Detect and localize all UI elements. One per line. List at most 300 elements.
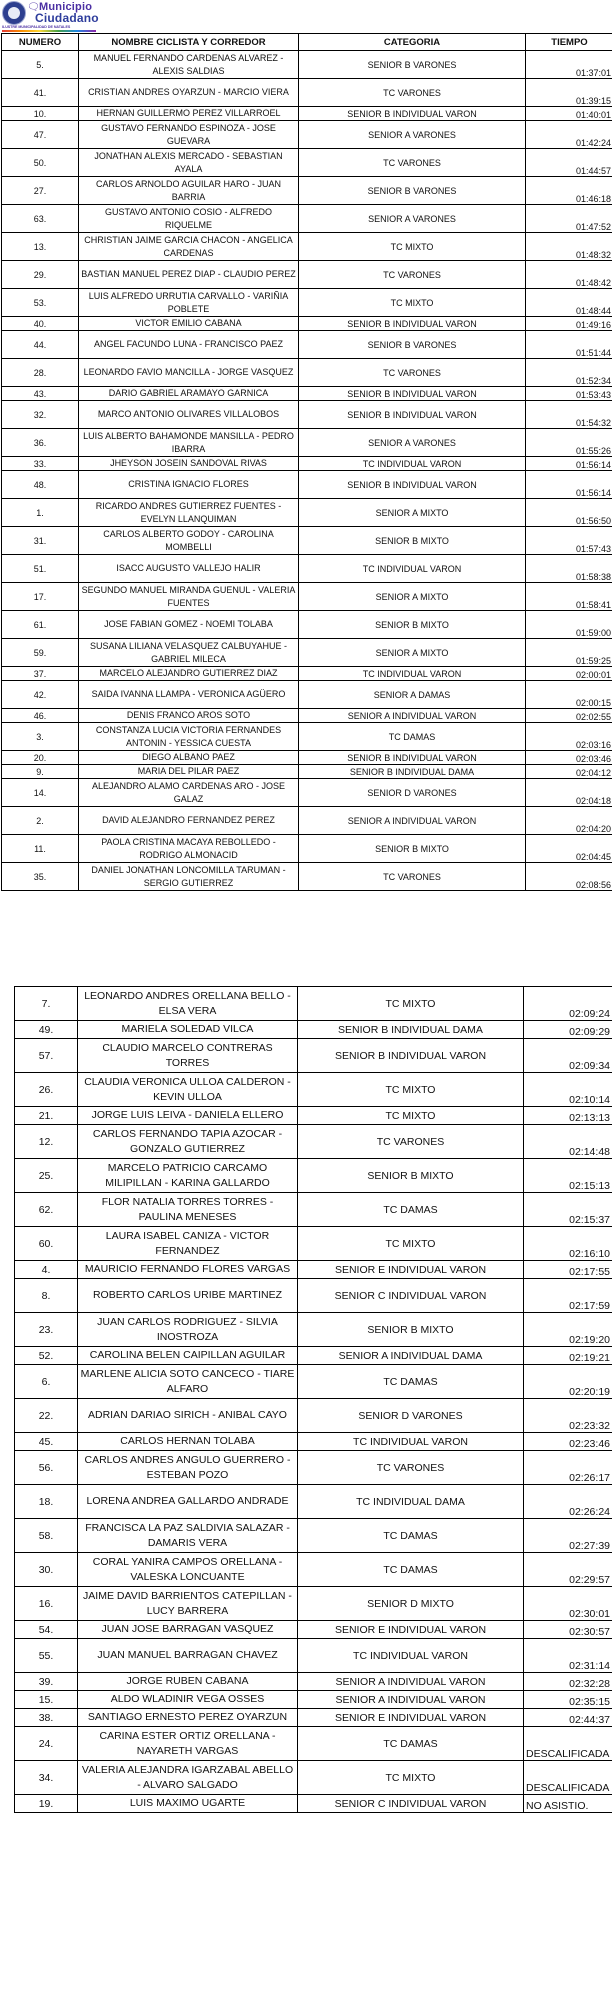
cell-nombre: CARLOS ARNOLDO AGUILAR HARO - JUAN BARRIA [79,177,299,205]
cell-nombre: FLOR NATALIA TORRES TORRES - PAULINA MENESES [78,1193,298,1227]
cell-tiempo: 02:20:19 [524,1365,612,1399]
cell-nombre: CORAL YANIRA CAMPOS ORELLANA - VALESKA LONCUANTE [78,1553,298,1587]
cell-tiempo: 02:23:32 [524,1399,612,1433]
cell-nombre: CARINA ESTER ORTIZ ORELLANA - NAYARETH VARGAS [78,1727,298,1761]
cell-numero: 7. [15,987,78,1021]
cell-tiempo: 01:52:34 [526,359,612,387]
cell-tiempo: 01:48:42 [526,261,612,289]
table-row [2,331,612,359]
cell-tiempo: 01:48:44 [526,289,612,317]
cell-tiempo: 02:03:16 [526,723,612,751]
cell-numero: 1. [2,499,79,527]
cell-numero: 55. [15,1639,78,1673]
cell-numero: 50. [2,149,79,177]
cell-numero: 12. [15,1125,78,1159]
table-row [2,723,612,751]
cell-categoria: SENIOR A MIXTO [299,639,526,667]
cell-tiempo: 01:39:15 [526,79,612,107]
cell-numero: 47. [2,121,79,149]
table-row [15,1587,612,1621]
cell-numero: 15. [15,1691,78,1709]
cell-tiempo: 02:13:13 [524,1107,612,1125]
table-row [15,1039,612,1073]
cell-tiempo: 01:46:18 [526,177,612,205]
table-row [15,1261,612,1279]
cell-numero: 20. [2,751,79,765]
cell-tiempo: 02:15:13 [524,1159,612,1193]
cell-numero: 42. [2,681,79,709]
cell-numero: 58. [15,1519,78,1553]
cell-categoria: TC DAMAS [298,1727,524,1761]
cell-numero: 30. [15,1553,78,1587]
table-row [15,1073,612,1107]
cell-numero: 24. [15,1727,78,1761]
table-row [2,555,612,583]
cell-numero: 22. [15,1399,78,1433]
cell-categoria: TC INDIVIDUAL VARON [299,555,526,583]
cell-categoria: TC DAMAS [299,723,526,751]
cell-nombre: DENIS FRANCO AROS SOTO [79,709,299,723]
cell-numero: 29. [2,261,79,289]
cell-categoria: TC MIXTO [298,987,524,1021]
table-row [15,987,612,1021]
cell-categoria: TC MIXTO [298,1073,524,1107]
table-row [15,1107,612,1125]
cell-numero: 6. [15,1365,78,1399]
cell-categoria: TC VARONES [299,261,526,289]
cell-numero: 39. [15,1673,78,1691]
cell-categoria: SENIOR B INDIVIDUAL VARON [299,471,526,499]
table-row [15,1485,612,1519]
table-row [2,79,612,107]
cell-numero: 21. [15,1107,78,1125]
cell-tiempo: 02:04:20 [526,807,612,835]
cell-tiempo: 02:32:28 [524,1673,612,1691]
table-row [15,1125,612,1159]
table-row [2,639,612,667]
cell-tiempo: 02:02:55 [526,709,612,723]
cell-tiempo: 01:57:43 [526,527,612,555]
cell-tiempo: 01:59:00 [526,611,612,639]
cell-nombre: JORGE LUIS LEIVA - DANIELA ELLERO [78,1107,298,1125]
cell-categoria: SENIOR C INDIVIDUAL VARON [298,1279,524,1313]
table-row [2,359,612,387]
cell-nombre: LEONARDO ANDRES ORELLANA BELLO - ELSA VERA [78,987,298,1021]
table-row [2,51,612,79]
cell-tiempo: 01:54:32 [526,401,612,429]
table-row [2,751,612,765]
cell-numero: 54. [15,1621,78,1639]
cell-nombre: JHEYSON JOSEIN SANDOVAL RIVAS [79,457,299,471]
cell-nombre: LUIS MAXIMO UGARTE [78,1795,298,1813]
cell-categoria: SENIOR A DAMAS [299,681,526,709]
cell-nombre: FRANCISCA LA PAZ SALDIVIA SALAZAR - DAMARIS VERA [78,1519,298,1553]
cell-tiempo: 02:08:56 [526,863,612,891]
cell-categoria: SENIOR A INDIVIDUAL VARON [299,709,526,723]
cell-numero: 8. [15,1279,78,1313]
chat-bubble-icon: 🗨 [27,2,40,13]
cell-nombre: LORENA ANDREA GALLARDO ANDRADE [78,1485,298,1519]
cell-nombre: CARLOS HERNAN TOLABA [78,1433,298,1451]
cell-categoria: SENIOR B VARONES [299,177,526,205]
cell-numero: 46. [2,709,79,723]
cell-numero: 40. [2,317,79,331]
table-row [2,317,612,331]
cell-numero: 3. [2,723,79,751]
table-row [2,681,612,709]
cell-categoria: SENIOR B MIXTO [298,1159,524,1193]
cell-numero: 45. [15,1433,78,1451]
cell-tiempo: 02:16:10 [524,1227,612,1261]
cell-categoria: SENIOR A INDIVIDUAL VARON [299,807,526,835]
table-row [2,401,612,429]
cell-categoria: TC MIXTO [299,289,526,317]
cell-nombre: BASTIAN MANUEL PEREZ DIAP - CLAUDIO PEREZ [79,261,299,289]
cell-numero: 36. [2,429,79,457]
cell-categoria: SENIOR B MIXTO [299,527,526,555]
cell-categoria: SENIOR B MIXTO [299,611,526,639]
cell-categoria: TC DAMAS [298,1193,524,1227]
cell-numero: 61. [2,611,79,639]
cell-categoria: TC INDIVIDUAL VARON [298,1433,524,1451]
table-row [15,1159,612,1193]
cell-nombre: GUSTAVO ANTONIO COSIO - ALFREDO RIQUELME [79,205,299,233]
cell-categoria: SENIOR B INDIVIDUAL VARON [299,751,526,765]
cell-tiempo: 01:53:43 [526,387,612,401]
table-row [15,1021,612,1039]
results-table-part1 [1,33,612,891]
cell-nombre: SEGUNDO MANUEL MIRANDA GUENUL - VALERIA FUENTES [79,583,299,611]
cell-numero: 56. [15,1451,78,1485]
cell-numero: 52. [15,1347,78,1365]
cell-categoria: SENIOR B INDIVIDUAL VARON [299,107,526,121]
cell-nombre: GUSTAVO FERNANDO ESPINOZA - JOSE GUEVARA [79,121,299,149]
cell-tiempo: 02:23:46 [524,1433,612,1451]
cell-categoria: TC INDIVIDUAL VARON [299,667,526,681]
cell-nombre: ROBERTO CARLOS URIBE MARTINEZ [78,1279,298,1313]
cell-nombre: LUIS ALFREDO URRUTIA CARVALLO - VARIÑIA POBLETE [79,289,299,317]
cell-categoria: SENIOR A VARONES [299,121,526,149]
cell-numero: 63. [2,205,79,233]
cell-categoria: SENIOR B INDIVIDUAL VARON [298,1039,524,1073]
table-row [2,289,612,317]
cell-numero: 48. [2,471,79,499]
cell-categoria: TC VARONES [298,1125,524,1159]
cell-numero: 38. [15,1709,78,1727]
cell-nombre: DARIO GABRIEL ARAMAYO GARNICA [79,387,299,401]
table-row [15,1399,612,1433]
cell-categoria: SENIOR B VARONES [299,51,526,79]
cell-numero: 26. [15,1073,78,1107]
cell-categoria: SENIOR A INDIVIDUAL VARON [298,1691,524,1709]
cell-categoria: TC MIXTO [298,1761,524,1795]
cell-nombre: CRISTIAN ANDRES OYARZUN - MARCIO VIERA [79,79,299,107]
cell-nombre: ADRIAN DARIAO SIRICH - ANIBAL CAYO [78,1399,298,1433]
cell-nombre: VALERIA ALEJANDRA IGARZABAL ABELLO - ALVARO SALGADO [78,1761,298,1795]
table-row [15,1451,612,1485]
table-row [2,611,612,639]
cell-categoria: TC MIXTO [298,1227,524,1261]
table-row [2,527,612,555]
cell-numero: 28. [2,359,79,387]
cell-nombre: ALDO WLADINIR VEGA OSSES [78,1691,298,1709]
table-row [15,1313,612,1347]
table-row [2,709,612,723]
cell-categoria: TC DAMAS [298,1519,524,1553]
cell-categoria: TC VARONES [299,79,526,107]
cell-nombre: LAURA ISABEL CANIZA - VICTOR FERNANDEZ [78,1227,298,1261]
table-row [2,667,612,681]
cell-nombre: SAIDA IVANNA LLAMPA - VERONICA AGÜERO [79,681,299,709]
municipality-logo [2,1,122,31]
cell-nombre: JUAN MANUEL BARRAGAN CHAVEZ [78,1639,298,1673]
cell-nombre: RICARDO ANDRES GUTIERREZ FUENTES - EVELYN LLANQUIMAN [79,499,299,527]
cell-categoria: SENIOR A VARONES [299,205,526,233]
cell-categoria: SENIOR B INDIVIDUAL DAMA [299,765,526,779]
cell-categoria: SENIOR B VARONES [299,331,526,359]
column-header-tiempo: TIEMPO [526,34,612,51]
cell-tiempo: 01:44:57 [526,149,612,177]
cell-numero: 17. [2,583,79,611]
table-row [15,1553,612,1587]
cell-tiempo: 02:31:14 [524,1639,612,1673]
cell-nombre: SANTIAGO ERNESTO PEREZ OYARZUN [78,1709,298,1727]
logo-color-bar [2,30,96,32]
cell-numero: 10. [2,107,79,121]
cell-tiempo: 01:42:24 [526,121,612,149]
cell-tiempo: 02:14:48 [524,1125,612,1159]
table-row [2,429,612,457]
cell-numero: 44. [2,331,79,359]
cell-tiempo: 02:30:57 [524,1621,612,1639]
cell-tiempo: 01:55:26 [526,429,612,457]
table-row [2,583,612,611]
table-header-row [2,34,612,51]
cell-tiempo: 02:04:45 [526,835,612,863]
cell-nombre: CRISTINA IGNACIO FLORES [79,471,299,499]
cell-tiempo: 02:19:21 [524,1347,612,1365]
cell-categoria: TC INDIVIDUAL VARON [298,1639,524,1673]
cell-tiempo: 02:29:57 [524,1553,612,1587]
table-row [2,387,612,401]
cell-nombre: PAOLA CRISTINA MACAYA REBOLLEDO - RODRIGO ALMONACID [79,835,299,863]
cell-tiempo: 02:10:14 [524,1073,612,1107]
cell-numero: 11. [2,835,79,863]
cell-categoria: TC VARONES [299,863,526,891]
cell-numero: 60. [15,1227,78,1261]
results-table-part2 [14,986,612,1813]
cell-numero: 5. [2,51,79,79]
cell-numero: 16. [15,1587,78,1621]
cell-tiempo: 02:04:12 [526,765,612,779]
cell-categoria: TC VARONES [298,1451,524,1485]
table-row [2,205,612,233]
cell-numero: 34. [15,1761,78,1795]
cell-tiempo: 02:26:24 [524,1485,612,1519]
cell-categoria: SENIOR E INDIVIDUAL VARON [298,1261,524,1279]
cell-categoria: SENIOR A MIXTO [299,583,526,611]
cell-nombre: JUAN JOSE BARRAGAN VASQUEZ [78,1621,298,1639]
cell-categoria: SENIOR E INDIVIDUAL VARON [298,1621,524,1639]
logo-title-line1: Municipio [39,1,93,13]
table-row [15,1193,612,1227]
cell-numero: 57. [15,1039,78,1073]
table-row [2,835,612,863]
table-row [2,121,612,149]
cell-nombre: MANUEL FERNANDO CARDENAS ALVAREZ - ALEXIS SALDIAS [79,51,299,79]
cell-nombre: JONATHAN ALEXIS MERCADO - SEBASTIAN AYALA [79,149,299,177]
cell-numero: 43. [2,387,79,401]
cell-tiempo: 02:26:17 [524,1451,612,1485]
cell-tiempo: 02:00:01 [526,667,612,681]
cell-nombre: ISACC AUGUSTO VALLEJO HALIR [79,555,299,583]
cell-categoria: SENIOR D VARONES [299,779,526,807]
table-row [2,149,612,177]
cell-tiempo: 01:56:14 [526,471,612,499]
cell-categoria: SENIOR B MIXTO [299,835,526,863]
cell-nombre: CARLOS ANDRES ANGULO GUERRERO - ESTEBAN POZO [78,1451,298,1485]
cell-numero: 31. [2,527,79,555]
cell-tiempo: 01:51:44 [526,331,612,359]
cell-tiempo: 01:47:52 [526,205,612,233]
cell-tiempo: 02:09:24 [524,987,612,1021]
cell-nombre: DAVID ALEJANDRO FERNANDEZ PEREZ [79,807,299,835]
cell-nombre: ALEJANDRO ALAMO CARDENAS ARO - JOSE GALAZ [79,779,299,807]
cell-numero: 53. [2,289,79,317]
table-row [15,1621,612,1639]
cell-tiempo: DESCALIFICADA [524,1727,612,1761]
cell-nombre: CLAUDIO MARCELO CONTRERAS TORRES [78,1039,298,1073]
cell-tiempo: 01:48:32 [526,233,612,261]
table-row [2,471,612,499]
column-header-numero: NUMERO [2,34,79,51]
cell-tiempo: 01:58:38 [526,555,612,583]
cell-numero: 59. [2,639,79,667]
table-row [15,1727,612,1761]
table-row [15,1279,612,1313]
table-row [15,1519,612,1553]
cell-categoria: SENIOR B INDIVIDUAL VARON [299,387,526,401]
cell-numero: 25. [15,1159,78,1193]
cell-numero: 51. [2,555,79,583]
cell-numero: 35. [2,863,79,891]
cell-nombre: MAURICIO FERNANDO FLORES VARGAS [78,1261,298,1279]
cell-nombre: DIEGO ALBANO PAEZ [79,751,299,765]
cell-numero: 49. [15,1021,78,1039]
cell-numero: 9. [2,765,79,779]
table-row [15,1227,612,1261]
table-row [15,1795,612,1813]
cell-nombre: MARIA DEL PILAR PAEZ [79,765,299,779]
table-row [15,1639,612,1673]
table-row [15,1433,612,1451]
cell-nombre: MARCELO PATRICIO CARCAMO MILIPILLAN - KARINA GALLARDO [78,1159,298,1193]
cell-categoria: SENIOR A VARONES [299,429,526,457]
cell-categoria: TC VARONES [299,149,526,177]
table-row [15,1709,612,1727]
cell-categoria: SENIOR E INDIVIDUAL VARON [298,1709,524,1727]
table-row [15,1365,612,1399]
cell-nombre: JORGE RUBEN CABANA [78,1673,298,1691]
table-row [2,177,612,205]
cell-nombre: HERNAN GUILLERMO PEREZ VILLARROEL [79,107,299,121]
cell-nombre: JUAN CARLOS RODRIGUEZ - SILVIA INOSTROZA [78,1313,298,1347]
cell-numero: 18. [15,1485,78,1519]
cell-nombre: LUIS ALBERTO BAHAMONDE MANSILLA - PEDRO IBARRA [79,429,299,457]
cell-nombre: CHRISTIAN JAIME GARCIA CHACON - ANGELICA CARDENAS [79,233,299,261]
cell-categoria: SENIOR D MIXTO [298,1587,524,1621]
cell-nombre: ANGEL FACUNDO LUNA - FRANCISCO PAEZ [79,331,299,359]
cell-nombre: JOSE FABIAN GOMEZ - NOEMI TOLABA [79,611,299,639]
table-row [2,765,612,779]
cell-numero: 13. [2,233,79,261]
cell-categoria: SENIOR A INDIVIDUAL VARON [298,1673,524,1691]
table-row [2,499,612,527]
cell-nombre: VICTOR EMILIO CABANA [79,317,299,331]
cell-categoria: TC MIXTO [298,1107,524,1125]
cell-numero: 14. [2,779,79,807]
cell-nombre: CAROLINA BELEN CAIPILLAN AGUILAR [78,1347,298,1365]
cell-tiempo: 01:59:25 [526,639,612,667]
table-row [2,779,612,807]
cell-categoria: TC VARONES [299,359,526,387]
municipal-seal-icon [2,1,26,25]
cell-nombre: MARCO ANTONIO OLIVARES VILLALOBOS [79,401,299,429]
cell-nombre: LEONARDO FAVIO MANCILLA - JORGE VASQUEZ [79,359,299,387]
table-row [15,1761,612,1795]
cell-tiempo: 02:17:59 [524,1279,612,1313]
cell-nombre: MARCELO ALEJANDRO GUTIERREZ DIAZ [79,667,299,681]
cell-categoria: SENIOR A INDIVIDUAL DAMA [298,1347,524,1365]
cell-tiempo: 01:56:50 [526,499,612,527]
cell-numero: 19. [15,1795,78,1813]
cell-numero: 32. [2,401,79,429]
cell-tiempo: 02:15:37 [524,1193,612,1227]
cell-nombre: DANIEL JONATHAN LONCOMILLA TARUMAN - SERGIO GUTIERREZ [79,863,299,891]
cell-categoria: SENIOR B INDIVIDUAL DAMA [298,1021,524,1039]
cell-tiempo: 02:27:39 [524,1519,612,1553]
cell-categoria: SENIOR C INDIVIDUAL VARON [298,1795,524,1813]
table-row [2,107,612,121]
cell-tiempo: 01:56:14 [526,457,612,471]
cell-tiempo: 01:58:41 [526,583,612,611]
cell-numero: 62. [15,1193,78,1227]
cell-nombre: CARLOS ALBERTO GODOY - CAROLINA MOMBELLI [79,527,299,555]
cell-tiempo: 02:04:18 [526,779,612,807]
cell-categoria: SENIOR D VARONES [298,1399,524,1433]
results-body-part2 [15,987,612,1813]
cell-nombre: CONSTANZA LUCIA VICTORIA FERNANDES ANTONIN - YESSICA CUESTA [79,723,299,751]
table-row [2,457,612,471]
table-row [15,1691,612,1709]
table-row [15,1673,612,1691]
cell-nombre: SUSANA LILIANA VELASQUEZ CALBUYAHUE - GABRIEL MILECA [79,639,299,667]
cell-numero: 4. [15,1261,78,1279]
cell-tiempo: 01:37:01 [526,51,612,79]
cell-tiempo: 02:17:55 [524,1261,612,1279]
cell-categoria: TC DAMAS [298,1365,524,1399]
cell-tiempo: 01:40:01 [526,107,612,121]
column-header-nombre: NOMBRE CICLISTA Y CORREDOR [79,34,299,51]
cell-categoria: TC DAMAS [298,1553,524,1587]
logo-subtitle: ILUSTRE MUNICIPALIDAD DE NATALES [2,25,71,29]
column-header-categoria: CATEGORIA [299,34,526,51]
cell-numero: 2. [2,807,79,835]
cell-numero: 27. [2,177,79,205]
cell-categoria: SENIOR B INDIVIDUAL VARON [299,401,526,429]
cell-tiempo: 02:19:20 [524,1313,612,1347]
cell-nombre: MARIELA SOLEDAD VILCA [78,1021,298,1039]
